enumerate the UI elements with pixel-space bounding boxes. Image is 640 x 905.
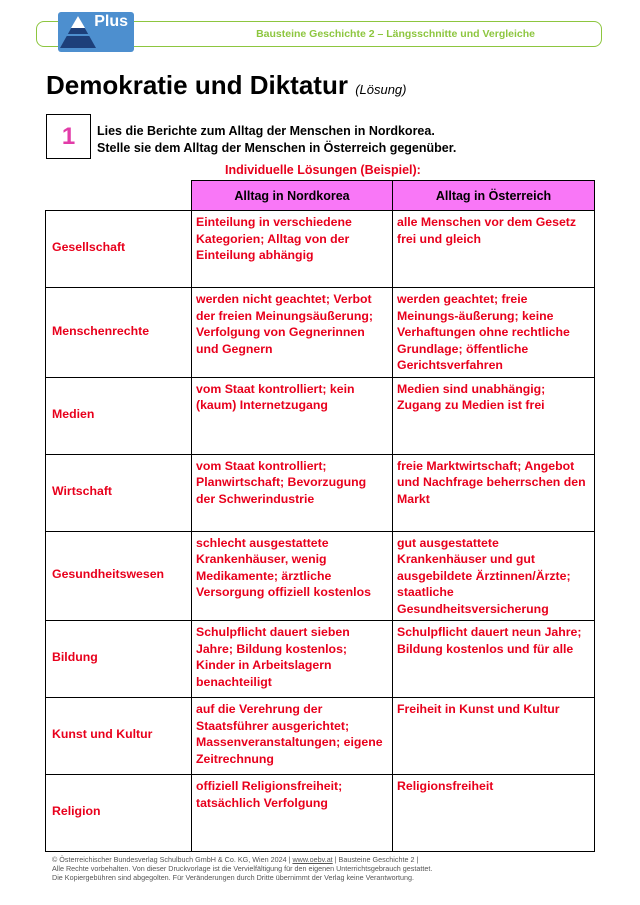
logo-text: Plus (94, 13, 128, 30)
cell-oesterreich: Religionsfreiheit (393, 775, 595, 852)
cell-nordkorea: offiziell Religionsfreiheit; tatsächlich Verfolgung (192, 775, 393, 852)
cell-oesterreich: Schulpflicht dauert neun Jahre; Bildung kostenlos und für alle (393, 621, 595, 698)
plus-logo (58, 12, 134, 52)
cell-nordkorea: vom Staat kontrolliert; Planwirtschaft; Bevorzugung der Schwerindustrie (192, 454, 393, 531)
cell-nordkorea: werden nicht geachtet; Verbot der freien Meinungsäußerung; Verfolgung von Gegnerinnen und Gegnern (192, 288, 393, 378)
row-label: Menschenrechte (46, 288, 192, 378)
task-instructions (97, 123, 456, 157)
footer-copyright: © Österreichischer Bundesverlag Schulbuch GmbH & Co. KG, Wien 2024 | (52, 855, 293, 864)
footer-line-3: Die Kopiergebühren sind abgegolten. Für Veränderungen durch Dritte übernimmt der Verlag keine Verantwortung. (52, 873, 414, 882)
row-label: Wirtschaft (46, 454, 192, 531)
page-title (46, 70, 407, 101)
task-line-2: Stelle sie dem Alltag der Menschen in Österreich gegenüber. (97, 141, 457, 155)
footer-book-title: | Bausteine Geschichte 2 | (332, 855, 419, 864)
table-row (46, 454, 595, 531)
solution-label: Individuelle Lösungen (Beispiel): (225, 163, 421, 177)
header-empty-cell (46, 181, 192, 211)
table-row (46, 531, 595, 621)
cell-oesterreich: Medien sind unabhängig; Zugang zu Medien ist frei (393, 377, 595, 454)
title-main: Demokratie und Diktatur (46, 70, 348, 100)
row-label: Bildung (46, 621, 192, 698)
table-row (46, 775, 595, 852)
row-label: Kunst und Kultur (46, 698, 192, 775)
row-label: Medien (46, 377, 192, 454)
row-label: Gesundheitswesen (46, 531, 192, 621)
cell-oesterreich: alle Menschen vor dem Gesetz frei und gleich (393, 211, 595, 288)
cell-oesterreich: werden geachtet; freie Meinungs-äußerung; keine Verhaftungen ohne rechtliche Grundlage; öffentliche Gerichtsverfahren (393, 288, 595, 378)
row-label: Gesellschaft (46, 211, 192, 288)
task-number: 1 (46, 114, 91, 159)
task-line-1: Lies die Berichte zum Alltag der Menschen in Nordkorea. (97, 124, 435, 138)
comparison-table (45, 180, 595, 852)
cell-nordkorea: schlecht ausgestattete Krankenhäuser, wenig Medikamente; ärztliche Versorgung offiziell kostenlos (192, 531, 393, 621)
footer-website-link[interactable]: www.oebv.at (292, 855, 333, 864)
cell-oesterreich: Freiheit in Kunst und Kultur (393, 698, 595, 775)
cell-nordkorea: Schulpflicht dauert sieben Jahre; Bildung kostenlos; Kinder in Arbeitslagern benachteiligt (192, 621, 393, 698)
table-row (46, 377, 595, 454)
footer-line-2: Alle Rechte vorbehalten. Von dieser Druckvorlage ist die Vervielfältigung für den eigenen Unterrichtsgebrauch gestattet. (52, 864, 433, 873)
header-nordkorea: Alltag in Nordkorea (192, 181, 393, 211)
cell-oesterreich: gut ausgestattete Krankenhäuser und gut ausgebildete Ärztinnen/Ärzte; staatliche Gesundheitsversicherung (393, 531, 595, 621)
header-oesterreich: Alltag in Österreich (393, 181, 595, 211)
row-label: Religion (46, 775, 192, 852)
series-title: Bausteine Geschichte 2 – Längsschnitte und Vergleiche (256, 28, 535, 40)
table-row (46, 698, 595, 775)
cell-oesterreich: freie Marktwirtschaft; Angebot und Nachfrage beherrschen den Markt (393, 454, 595, 531)
table-row (46, 288, 595, 378)
table-header-row (46, 181, 595, 211)
cell-nordkorea: auf die Verehrung der Staatsführer ausgerichtet; Massenveranstaltungen; eigene Zeitrechnung (192, 698, 393, 775)
table-row (46, 211, 595, 288)
footer (52, 855, 432, 882)
title-sub: (Lösung) (355, 82, 407, 97)
table-row (46, 621, 595, 698)
cell-nordkorea: Einteilung in verschiedene Kategorien; Alltag von der Einteilung abhängig (192, 211, 393, 288)
footer-line-1 (52, 855, 432, 864)
cell-nordkorea: vom Staat kontrolliert; kein (kaum) Internetzugang (192, 377, 393, 454)
